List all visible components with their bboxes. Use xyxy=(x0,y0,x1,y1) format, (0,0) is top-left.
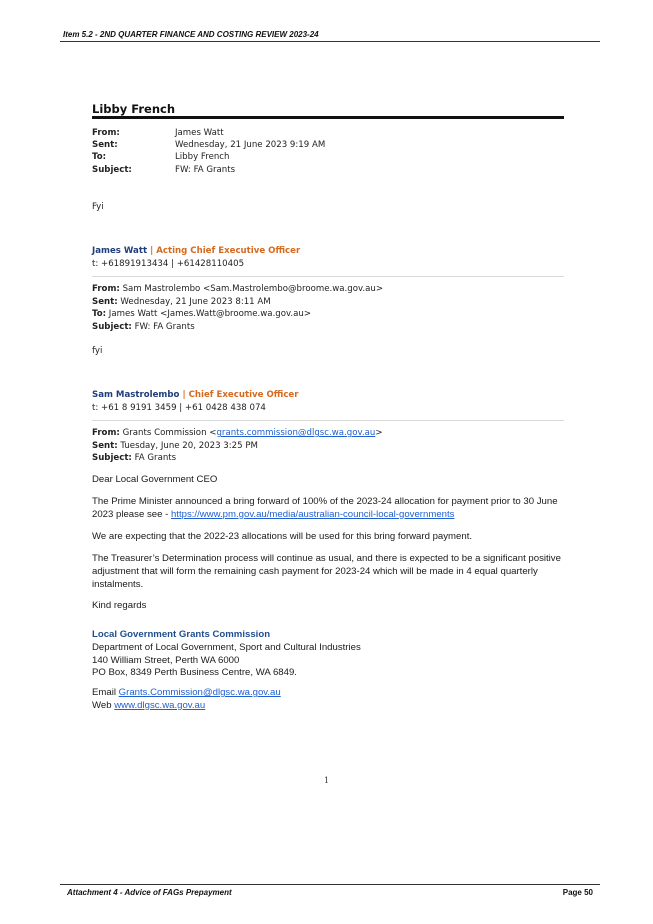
forward-divider-2 xyxy=(92,420,564,421)
sig1-phone: t: +61891913434 | +61428110405 xyxy=(92,258,245,269)
fwd2-subject-label: Subject: xyxy=(92,453,132,463)
to-value: Libby French xyxy=(175,152,230,163)
sig2-phone: t: +61 8 9191 3459 | +61 0428 438 074 xyxy=(92,402,266,413)
pm-media-link[interactable]: https://www.pm.gov.au/media/australian-council-local-governments xyxy=(170,508,455,520)
header-row-sent xyxy=(92,139,325,151)
body-fyi-2: fyi xyxy=(92,346,103,356)
website-link[interactable]: www.dlgsc.wa.gov.au xyxy=(114,699,206,711)
footer-page-number: Page 50 xyxy=(562,888,593,897)
sig2-name: Sam Mastrolembo xyxy=(92,390,180,400)
org-name: Local Government Grants Commission xyxy=(92,629,271,640)
organisation-signature xyxy=(92,629,361,680)
contact-block xyxy=(92,687,281,713)
paragraph-2: We are expecting that the 2022-23 allocations will be used for this bring forward payment. xyxy=(92,531,473,542)
fwd1-sent-label: Sent: xyxy=(92,296,118,307)
subject-value: FW: FA Grants xyxy=(175,164,236,175)
sig1-name: James Watt xyxy=(92,246,148,256)
fwd1-from-label: From: xyxy=(92,284,120,294)
closing: Kind regards xyxy=(92,600,147,611)
header-row-from xyxy=(92,127,325,139)
forwarded-header-2 xyxy=(92,427,383,465)
sig2-separator: | xyxy=(182,390,186,400)
org-line-1: Department of Local Government, Sport and Cultural Industries xyxy=(92,641,361,653)
header-divider xyxy=(60,41,600,42)
subject-label: Subject: xyxy=(92,164,132,175)
fwd2-sent-value: Tuesday, June 20, 2023 3:25 PM xyxy=(120,440,258,451)
page-header-title: Item 5.2 - 2ND QUARTER FINANCE AND COSTING REVIEW 2023-24 xyxy=(63,30,319,39)
sig1-title: Acting Chief Executive Officer xyxy=(156,246,301,256)
body-fyi: Fyi xyxy=(92,202,104,212)
sig1-separator: | xyxy=(150,246,154,256)
paragraph-1 xyxy=(92,496,562,522)
footer-divider xyxy=(60,884,600,885)
from-label: From: xyxy=(92,128,120,138)
fwd1-to-value: James Watt <James.Watt@broome.wa.gov.au> xyxy=(108,309,312,319)
email-sender-name: Libby French xyxy=(92,102,176,116)
signature-sam-mastrolembo xyxy=(92,389,299,414)
header-row-to xyxy=(92,151,325,163)
fwd2-from-suffix: > xyxy=(375,428,383,438)
fwd1-subject-value: FW: FA Grants xyxy=(134,321,195,332)
sig2-title: Chief Executive Officer xyxy=(188,390,299,400)
fwd1-subject-label: Subject: xyxy=(92,321,132,332)
to-label: To: xyxy=(92,152,107,163)
sent-value: Wednesday, 21 June 2023 9:19 AM xyxy=(175,140,326,151)
paragraph-1-text: The Prime Minister announced a bring forward of 100% of the 2023-24 allocation for payment prior to 30 June 2023 please see - xyxy=(92,496,558,520)
org-line-3: PO Box, 8349 Perth Business Centre, WA 6849. xyxy=(92,667,297,679)
fwd2-from-label: From: xyxy=(92,428,120,438)
grants-email-link[interactable]: Grants.Commission@dlgsc.wa.gov.au xyxy=(118,687,281,698)
sent-label: Sent: xyxy=(92,140,118,151)
paragraph-3: The Treasurer’s Determination process will continue as usual, and there is expected to be a significant positive adjustment that will form the remaining cash payment for 2023-24 which will be made in 4 equal quarterly instalments. xyxy=(92,553,561,590)
signature-james-watt xyxy=(92,245,300,270)
header-row-subject xyxy=(92,164,325,176)
email-label: Email xyxy=(92,687,119,698)
org-line-2: 140 William Street, Perth WA 6000 xyxy=(92,654,240,666)
email-header-table xyxy=(92,127,325,176)
from-value: James Watt xyxy=(175,128,224,138)
fwd2-from-prefix: Grants Commission < xyxy=(122,428,217,438)
forwarded-header-1 xyxy=(92,283,383,333)
forward-divider-1 xyxy=(92,276,564,277)
fwd1-to-label: To: xyxy=(92,309,107,319)
fwd2-sent-label: Sent: xyxy=(92,440,118,451)
fwd1-sent-value: Wednesday, 21 June 2023 8:11 AM xyxy=(120,296,271,307)
sender-divider xyxy=(92,116,564,119)
email-page-number: 1 xyxy=(324,776,330,785)
fwd2-subject-value: FA Grants xyxy=(134,453,177,463)
fwd2-from-email-link[interactable]: grants.commission@dlgsc.wa.gov.au xyxy=(216,428,376,438)
web-label: Web xyxy=(92,699,115,711)
footer-attachment-title: Attachment 4 - Advice of FAGs Prepayment xyxy=(67,888,232,897)
fwd1-from-value: Sam Mastrolembo <Sam.Mastrolembo@broome.wa.gov.au> xyxy=(122,284,384,294)
greeting: Dear Local Government CEO xyxy=(92,474,218,485)
